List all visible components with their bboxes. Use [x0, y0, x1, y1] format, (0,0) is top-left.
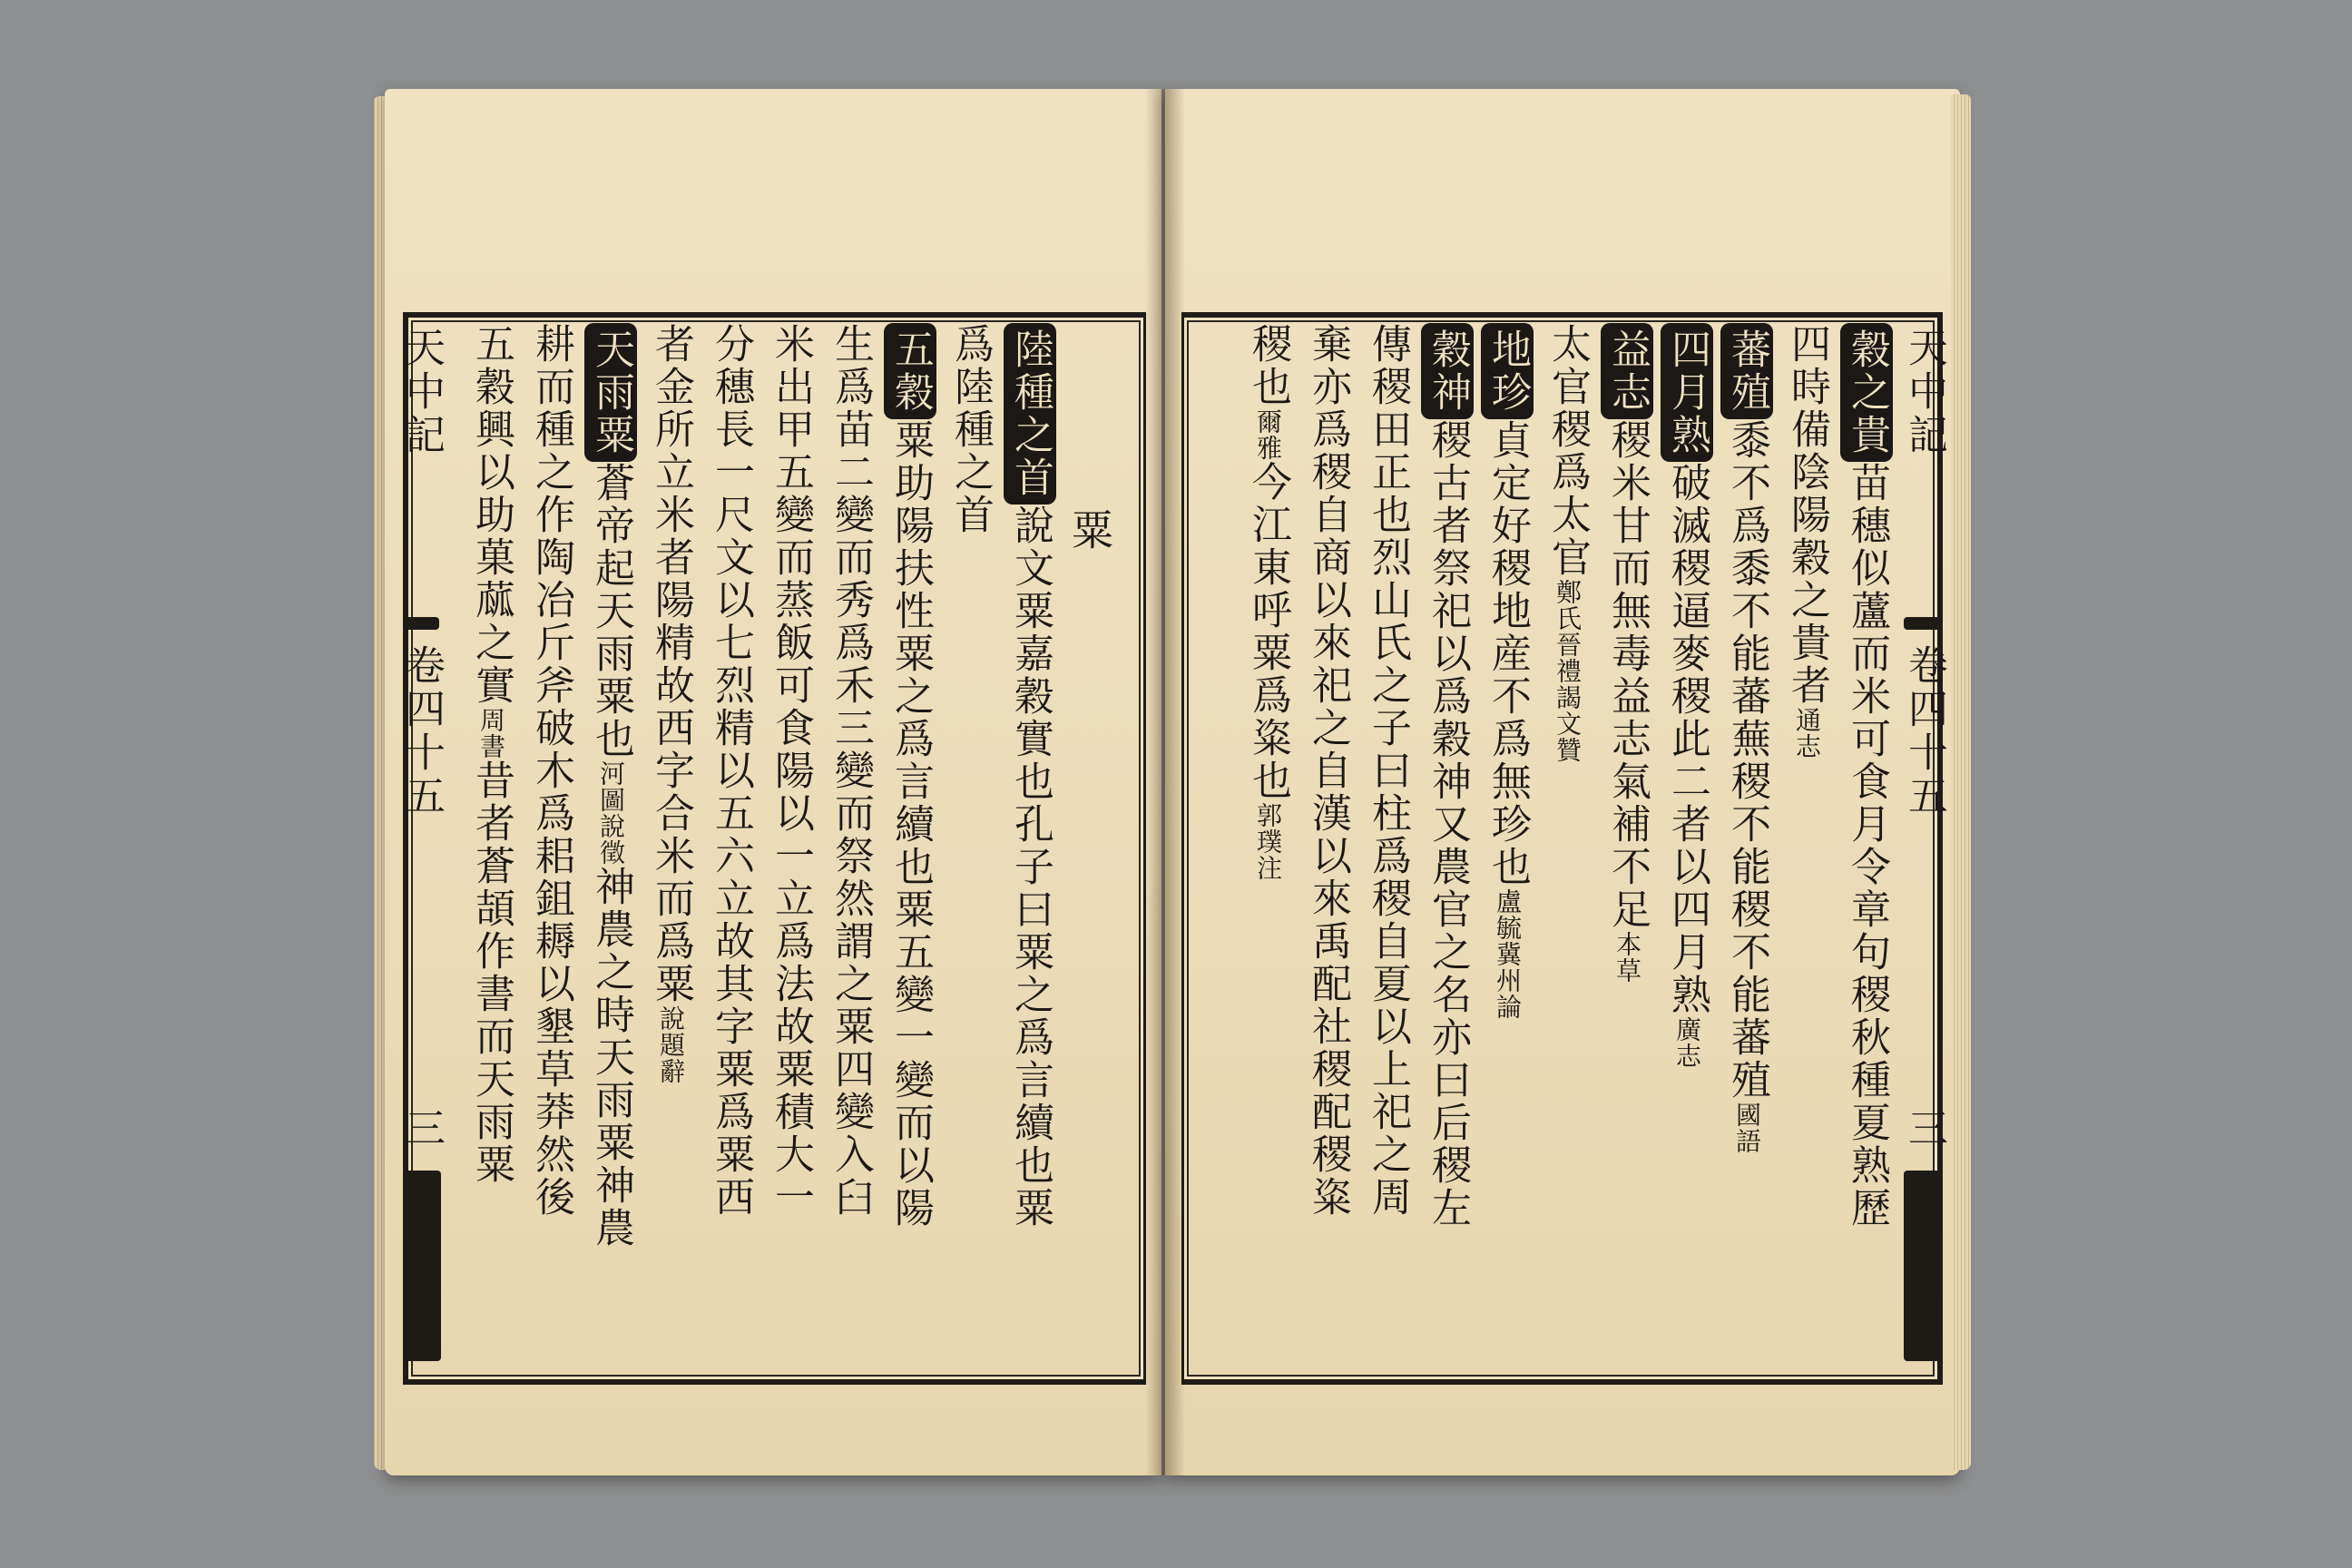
body-text: 分穗長一尺文以七烈精以五六立故其字粟爲粟西 [708, 323, 754, 1219]
text-column [1840, 323, 1893, 1230]
section-heading: 粟 [1065, 508, 1114, 553]
source-annotation: 郭璞注 [1253, 802, 1283, 881]
body-text: 貞定好稷地産不爲無珍也 [1485, 419, 1531, 888]
text-column [1241, 323, 1294, 881]
body-text: 昔者蒼頡作書而天雨粟 [468, 760, 514, 1186]
body-text: 稷米甘而無毒益志氣補不足 [1604, 419, 1651, 931]
text-column [1421, 323, 1474, 1230]
source-annotation: 謁文贊 [1553, 684, 1583, 763]
body-text: 爲陸種之首 [947, 323, 994, 536]
source-annotation: 鄭氏晉禮 [1553, 579, 1583, 684]
left-margin-title: 天中記 [398, 327, 445, 457]
book-spine-gutter [1145, 89, 1185, 1475]
body-text: 破滅稷逼麥稷此二者以四月熟 [1664, 462, 1710, 1016]
text-column [1720, 323, 1773, 1154]
left-margin-folio: 三 [398, 1107, 445, 1151]
text-column [1004, 323, 1056, 1230]
right-page-edges [1951, 94, 1971, 1470]
body-text: 四時備陰陽穀之貴者 [1784, 323, 1830, 707]
source-annotation: 國語 [1732, 1102, 1762, 1154]
text-column [644, 323, 697, 1084]
source-annotation: 廣志 [1672, 1016, 1702, 1069]
heading-label-badge: 穀之貴 [1840, 323, 1893, 462]
heading-label-badge: 穀神 [1421, 323, 1474, 419]
source-annotation: 通志 [1792, 707, 1822, 760]
source-annotation: 盧毓冀州論 [1493, 888, 1523, 1020]
body-text: 稷古者祭祀以爲穀神又農官之名亦曰后稷左 [1425, 419, 1471, 1230]
text-column [704, 323, 757, 1219]
source-annotation: 爾雅 [1253, 408, 1283, 461]
body-text: 蒼帝起天雨粟也 [588, 462, 634, 760]
body-text: 說文粟嘉穀實也孔子曰粟之爲言續也粟 [1007, 505, 1054, 1230]
source-annotation: 本草 [1612, 931, 1642, 984]
heading-label-badge: 蕃殖 [1720, 323, 1773, 419]
source-annotation: 說題辭 [656, 1005, 686, 1084]
right-margin-volume: 卷四十五 [1901, 644, 1947, 818]
text-column [1541, 323, 1593, 763]
body-text: 黍不爲黍不能蕃蕪稷不能稷不能蕃殖 [1724, 419, 1770, 1102]
body-text: 生爲苗二變而秀爲禾三變而祭然謂之粟四變入臼 [828, 323, 874, 1219]
left-margin-black-mouth [405, 1171, 441, 1361]
body-text: 傳稷田正也烈山氏之子曰柱爲稷自夏以上祀之周 [1365, 323, 1411, 1219]
text-column [1301, 323, 1354, 1219]
text-column [524, 323, 577, 1219]
heading-label-badge: 天雨粟 [584, 323, 637, 462]
text-column [944, 323, 996, 536]
right-margin-fishtail [1904, 617, 1940, 630]
text-column [1661, 323, 1713, 1069]
body-text: 五穀興以助菓蓏之實 [468, 323, 514, 707]
left-margin-fishtail [403, 617, 439, 630]
heading-label-badge: 益志 [1601, 323, 1653, 419]
body-text: 苗穗似蘆而米可食月令章句稷秋種夏熟歷 [1844, 462, 1890, 1230]
heading-label-badge: 地珍 [1481, 323, 1534, 419]
text-column [1361, 323, 1414, 1219]
text-column [465, 323, 517, 1186]
text-column [584, 323, 637, 1250]
text-column [824, 323, 877, 1219]
right-margin-folio: 三 [1901, 1107, 1947, 1151]
body-text: 耕而種之作陶冶斤斧破木爲耜鉏耨以墾草莽然後 [528, 323, 574, 1219]
heading-label-badge: 四月熟 [1661, 323, 1713, 462]
left-margin-volume: 卷四十五 [398, 644, 445, 818]
text-column [1780, 323, 1833, 760]
text-column [1601, 323, 1653, 984]
heading-label-badge: 陸種之首 [1004, 323, 1056, 505]
source-annotation: 周書 [476, 707, 506, 760]
body-text: 米出甲五變而蒸飯可食陽以一立爲法故粟積大一 [768, 323, 814, 1219]
body-text: 神農之時天雨粟神農 [588, 866, 634, 1250]
heading-label-badge: 五穀 [884, 323, 936, 419]
text-column [764, 323, 817, 1219]
text-column [1481, 323, 1534, 1020]
body-text: 粟助陽扶性粟之爲言續也粟五變一變而以陽 [887, 419, 934, 1230]
body-text: 稷也 [1245, 323, 1291, 408]
body-text: 太官稷爲太官 [1544, 323, 1591, 579]
source-annotation: 河圖說徵 [596, 760, 626, 866]
body-text: 今江東呼粟爲粢也 [1245, 461, 1291, 802]
body-text: 者金所立米者陽精故西字合米而爲粟 [648, 323, 694, 1005]
right-margin-black-mouth [1904, 1171, 1940, 1361]
text-column [884, 323, 936, 1230]
right-margin-title: 天中記 [1901, 327, 1947, 457]
body-text: 棄亦爲稷自商以來祀之自漢以來禹配社稷配稷粢 [1305, 323, 1351, 1219]
